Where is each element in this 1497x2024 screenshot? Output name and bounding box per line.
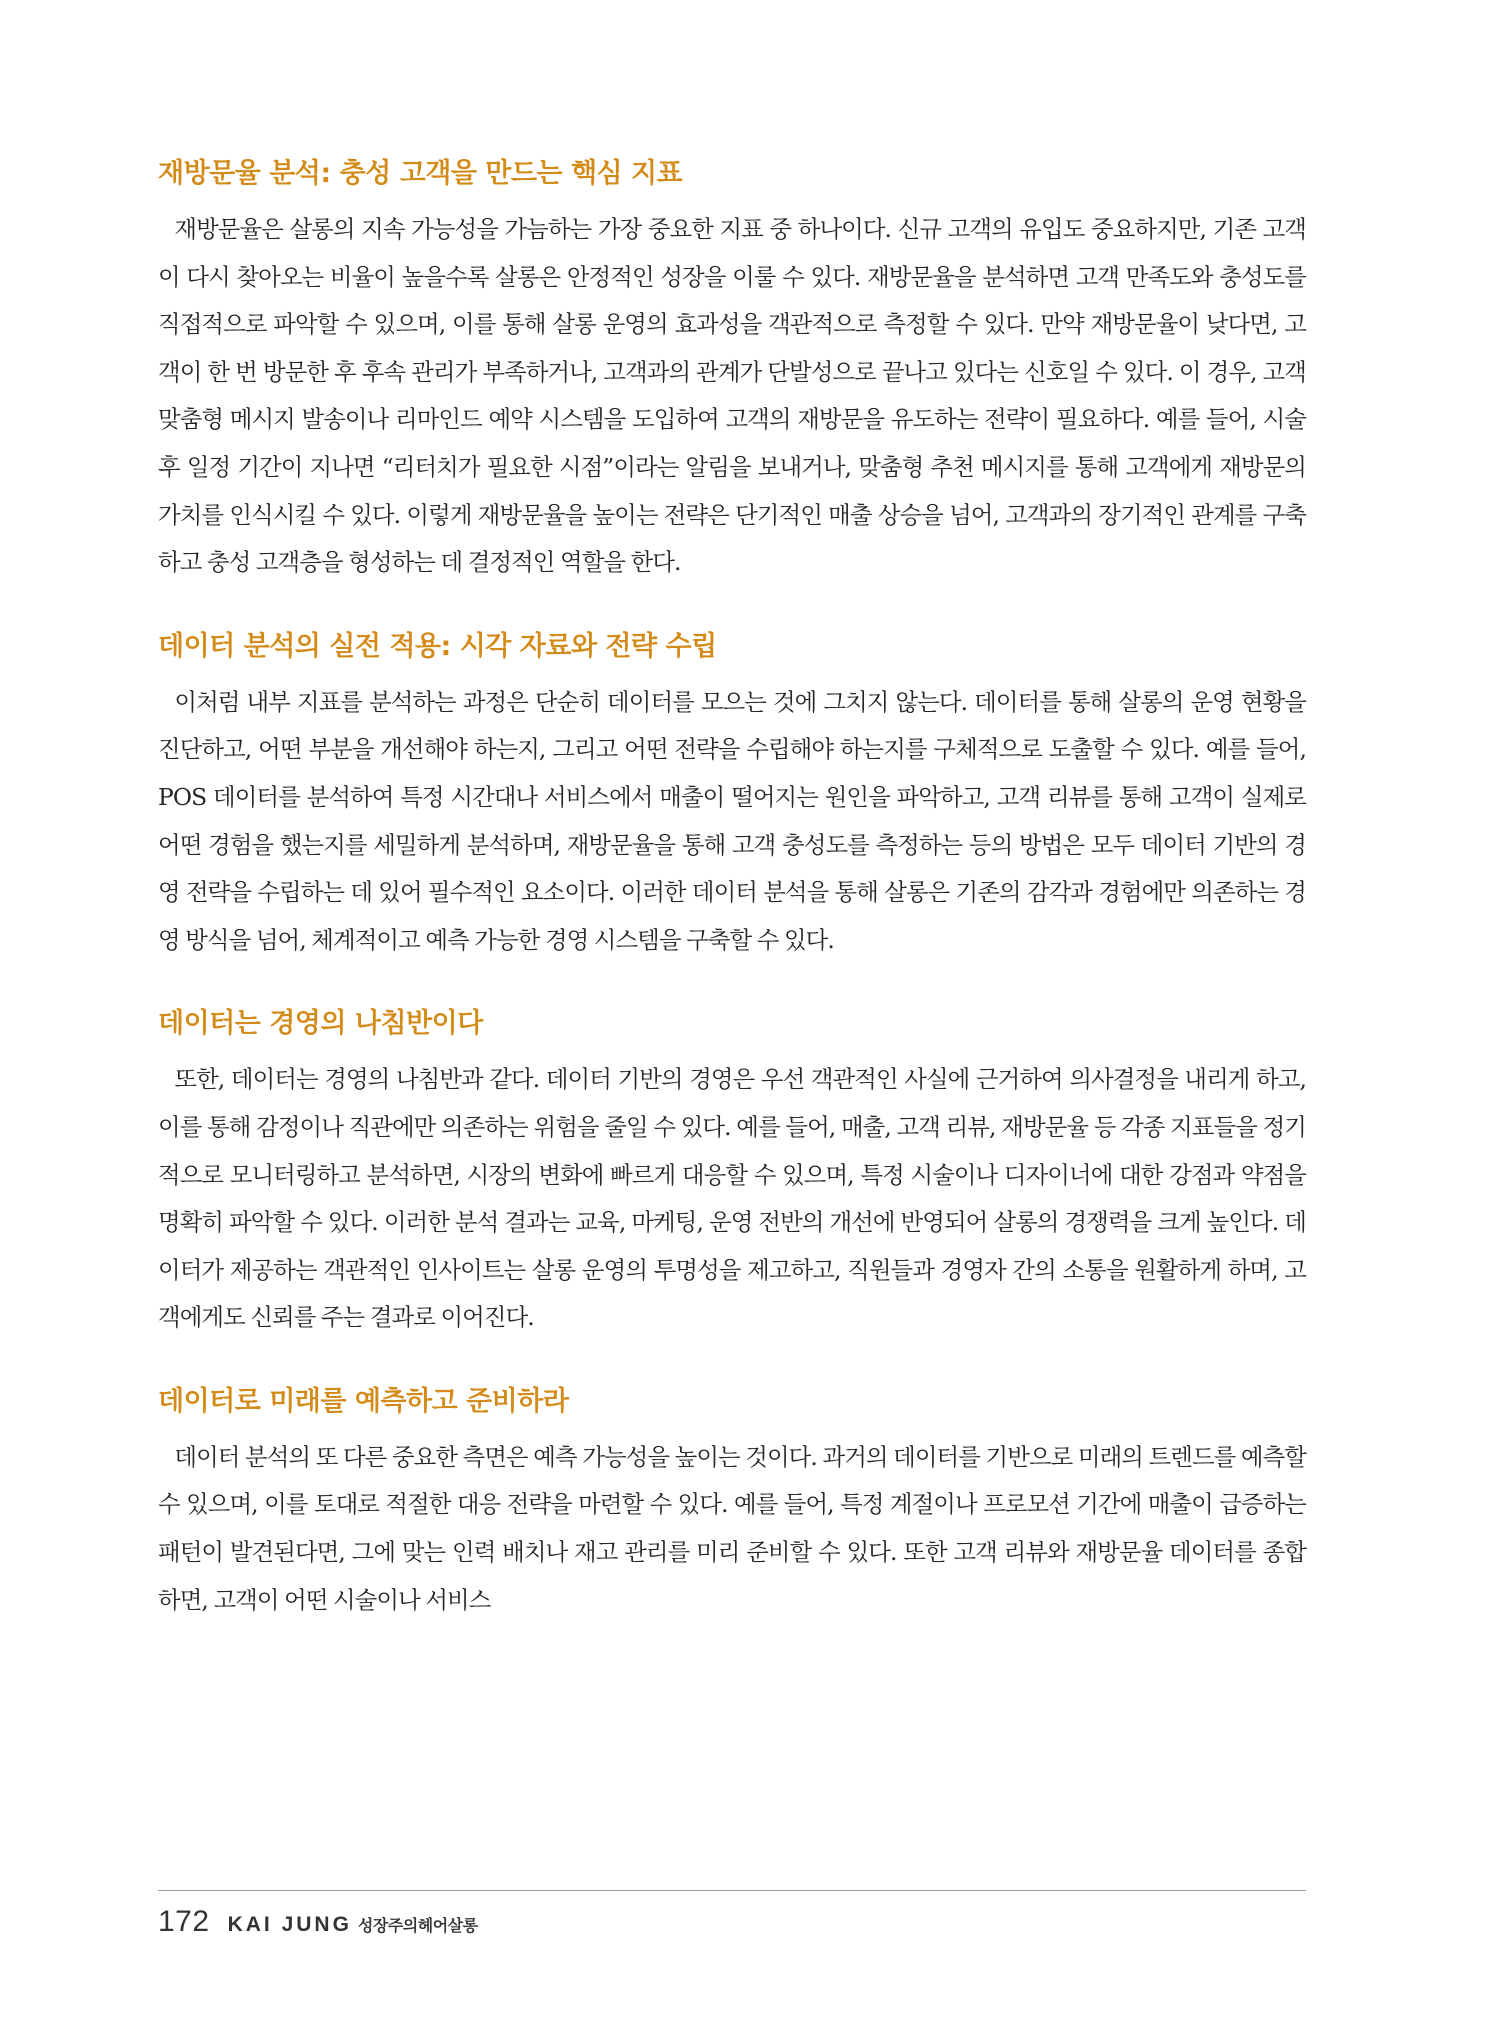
brand-name: KAI JUNG (227, 1913, 352, 1936)
page-footer (158, 1905, 478, 1945)
section-heading: 데이터 분석의 실전 적용: 시각 자료와 전략 수립 (158, 630, 717, 662)
footer-divider (158, 1890, 1306, 1891)
section-predict-future (158, 1378, 1306, 1624)
page-number: 172 (158, 1905, 210, 1938)
section-data-compass (158, 1000, 1306, 1342)
page-content (158, 150, 1306, 1624)
section-paragraph: 또한, 데이터는 경영의 나침반과 같다. 데이터 기반의 경영은 우선 객관적인 사실에 근거하여 의사결정을 내리게 하고, 이를 통해 감정이나 직관에만 의존하는 위험을 줄일 수 있다. 예를 들어, 매출, 고객 리뷰, 재방문율 등 각종 지표들을 정기적으로 모니터링하고 분석하면, 시장의 변화에 빠르게 대응할 수 있으며, 특정 시술이나 디자이너에 대한 강점과 약점을 명확히 파악할 수 있다. 이러한 분석 결과는 교육, 마케팅, 운영 전반의 개선에 반영되어 살롱의 경쟁력을 크게 높인다. 데이터가 제공하는 객관적인 인사이트는 살롱 운영의 투명성을 제고하고, 직원들과 경영자 간의 소통을 원활하게 하며, 고객에게도 신뢰를 주는 결과로 이어진다. (158, 1065, 1306, 1332)
section-heading: 데이터는 경영의 나침반이다 (158, 1008, 483, 1040)
section-paragraph: 재방문율은 살롱의 지속 가능성을 가늠하는 가장 중요한 지표 중 하나이다. 신규 고객의 유입도 중요하지만, 기존 고객이 다시 찾아오는 비율이 높을수록 살롱은 안정적인 성장을 이룰 수 있다. 재방문율을 분석하면 고객 만족도와 충성도를 직접적으로 파악할 수 있으며, 이를 통해 살롱 운영의 효과성을 객관적으로 측정할 수 있다. 만약 재방문율이 낮다면, 고객이 한 번 방문한 후 후속 관리가 부족하거나, 고객과의 관계가 단발성으로 끝나고 있다는 신호일 수 있다. 이 경우, 고객 맞춤형 메시지 발송이나 리마인드 예약 시스템을 도입하여 고객의 재방문을 유도하는 전략이 필요하다. 예를 들어, 시술 후 일정 기간이 지나면 “리터치가 필요한 시점”이라는 알림을 보내거나, 맞춤형 추천 메시지를 통해 고객에게 재방문의 가치를 인식시킬 수 있다. 이렇게 재방문율을 높이는 전략은 단기적인 매출 상승을 넘어, 고객과의 장기적인 관계를 구축하고 충성 고객층을 형성하는 데 결정적인 역할을 한다. (158, 215, 1306, 577)
book-title: 성장주의헤어살롱 (357, 1916, 478, 1935)
section-heading: 데이터로 미래를 예측하고 준비하라 (158, 1385, 569, 1417)
section-heading: 재방문율 분석: 충성 고객을 만드는 핵심 지표 (158, 158, 683, 189)
section-data-application (158, 623, 1306, 965)
section-paragraph: 이처럼 내부 지표를 분석하는 과정은 단순히 데이터를 모으는 것에 그치지 않는다. 데이터를 통해 살롱의 운영 현황을 진단하고, 어떤 부분을 개선해야 하는지, 그리고 어떤 전략을 수립해야 하는지를 구체적으로 도출할 수 있다. 예를 들어, POS 데이터를 분석하여 특정 시간대나 서비스에서 매출이 떨어지는 원인을 파악하고, 고객 리뷰를 통해 고객이 실제로 어떤 경험을 했는지를 세밀하게 분석하며, 재방문율을 통해 고객 충성도를 측정하는 등의 방법은 모두 데이터 기반의 경영 전략을 수립하는 데 있어 필수적인 요소이다. 이러한 데이터 분석을 통해 살롱은 기존의 감각과 경험에만 의존하는 경영 방식을 넘어, 체계적이고 예측 가능한 경영 시스템을 구축할 수 있다. (158, 687, 1306, 954)
section-revisit-rate (158, 150, 1306, 587)
section-paragraph: 데이터 분석의 또 다른 중요한 측면은 예측 가능성을 높이는 것이다. 과거의 데이터를 기반으로 미래의 트렌드를 예측할 수 있으며, 이를 토대로 적절한 대응 전략을 마련할 수 있다. 예를 들어, 특정 계절이나 프로모션 기간에 매출이 급증하는 패턴이 발견된다면, 그에 맞는 인력 배치나 재고 관리를 미리 준비할 수 있다. 또한 고객 리뷰와 재방문율 데이터를 종합하면, 고객이 어떤 시술이나 서비스 (158, 1442, 1306, 1614)
